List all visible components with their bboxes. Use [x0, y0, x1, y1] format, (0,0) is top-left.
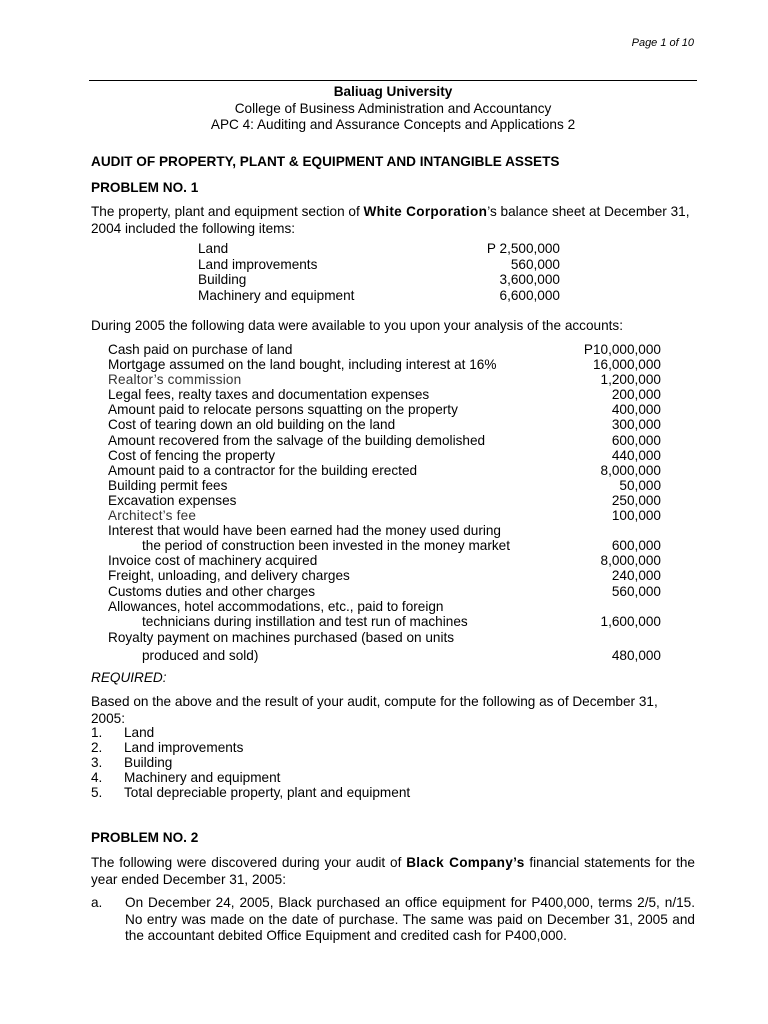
item-value: 1,200,000	[600, 372, 661, 388]
table-row	[108, 433, 661, 448]
list-item	[91, 755, 410, 770]
course-name: APC 4: Auditing and Assurance Concepts and Applications 2	[210, 117, 576, 132]
item-value: 240,000	[611, 568, 661, 584]
required-label: REQUIRED:	[91, 670, 167, 685]
list-item	[91, 740, 410, 755]
problem-2-intro	[91, 855, 695, 888]
list-item	[91, 770, 410, 785]
list-text: Total depreciable property, plant and equipment	[124, 785, 411, 801]
table-row	[108, 342, 661, 357]
item-value: 100,000	[611, 508, 661, 524]
item-letter: a.	[91, 895, 103, 910]
table-row	[108, 538, 661, 553]
table-row	[198, 272, 560, 288]
table-row	[198, 257, 560, 273]
table-row	[108, 584, 661, 599]
item-value: P10,000,000	[583, 342, 661, 357]
list-item	[91, 785, 410, 800]
problem-2-intro-pre: The following were discovered during your audit of	[91, 855, 407, 870]
required-intro: Based on the above and the result of your audit, compute for the following as of December 31, 2005:	[91, 694, 658, 726]
item-label: Mortgage assumed on the land bought, including interest at 16%	[108, 357, 497, 373]
list-text: Building	[124, 755, 173, 771]
problem-2-item-a	[91, 895, 695, 945]
item-label: Cost of tearing down an old building on the land	[108, 417, 396, 433]
table-row	[108, 647, 661, 665]
item-text: On December 24, 2005, Black purchased an office equipment for P400,000, terms 2/5, n/15. No entry was made on the date of purchase. The same was paid on December 31, 2005 and the accountant debited Office Equipment and credited cash for P400,000.	[125, 895, 695, 943]
item-value: 600,000	[611, 432, 661, 448]
item-label: Freight, unloading, and delivery charges	[108, 568, 350, 584]
table-row	[198, 241, 560, 257]
balance-label: Building	[198, 272, 247, 287]
item-label: Royalty payment on machines purchased (based on units	[108, 629, 455, 645]
balance-value: 3,600,000	[499, 272, 560, 287]
list-number: 5.	[91, 785, 103, 801]
item-value: 440,000	[611, 447, 661, 463]
table-row	[108, 599, 661, 614]
item-label: Amount paid to relocate persons squatting on the property	[108, 402, 458, 418]
list-text: Machinery and equipment	[124, 770, 281, 786]
problem-1-intro-post: ’s balance sheet at December 31, 2004 included the following items:	[91, 204, 690, 236]
item-value: 200,000	[611, 387, 661, 403]
company-name-black: Black Company’s	[406, 855, 525, 870]
college-name: College of Business Administration and Accountancy	[234, 100, 552, 116]
item-value: 50,000	[619, 477, 661, 493]
item-value: 400,000	[611, 402, 661, 418]
item-label: Building permit fees	[108, 477, 228, 493]
list-number: 1.	[91, 725, 103, 740]
table-row	[108, 629, 661, 647]
problem-1-heading: PROBLEM NO. 1	[91, 180, 199, 195]
balance-label: Land improvements	[198, 256, 318, 272]
list-text: Land	[124, 725, 155, 740]
item-label: Realtor’s commission	[108, 372, 242, 388]
item-value: 600,000	[611, 538, 661, 554]
university-name: Baliuag University	[333, 84, 453, 99]
list-item	[91, 725, 410, 740]
data-table	[108, 342, 661, 665]
table-row	[108, 357, 661, 372]
page-number: Page 1 of 10	[631, 37, 694, 49]
table-row	[108, 568, 661, 583]
item-label: Invoice cost of machinery acquired	[108, 553, 318, 569]
item-label: Interest that would have been earned had the money used during	[108, 523, 501, 539]
problem-1-intro	[91, 204, 695, 237]
item-value: 480,000	[611, 647, 661, 663]
list-number: 2.	[91, 740, 103, 756]
item-value: 300,000	[611, 417, 661, 433]
company-name-white: White Corporation	[363, 204, 488, 219]
document-title: AUDIT OF PROPERTY, PLANT & EQUIPMENT AND INTANGIBLE ASSETS	[91, 154, 560, 169]
table-row	[108, 493, 661, 508]
document-header	[89, 84, 697, 134]
item-label: technicians during instillation and test run of machines	[142, 613, 468, 629]
required-list	[91, 725, 410, 800]
table-row	[108, 387, 661, 402]
balance-table	[198, 241, 560, 303]
item-value: 8,000,000	[600, 462, 661, 478]
balance-label: Machinery and equipment	[198, 287, 355, 303]
item-label: produced and sold)	[142, 647, 259, 663]
table-row	[108, 523, 661, 538]
item-value: 1,600,000	[600, 613, 661, 629]
table-row	[108, 463, 661, 478]
item-value: 560,000	[611, 583, 661, 599]
item-value: 16,000,000	[592, 357, 661, 373]
item-value: 8,000,000	[600, 553, 661, 569]
table-row	[108, 402, 661, 417]
problem-2-heading: PROBLEM NO. 2	[91, 830, 199, 845]
problem-1-intro-pre: The property, plant and equipment section of	[91, 204, 364, 219]
balance-value: 6,600,000	[499, 287, 560, 303]
item-label: Legal fees, realty taxes and documentation expenses	[108, 387, 430, 403]
data-intro: During 2005 the following data were available to you upon your analysis of the accounts:	[91, 318, 624, 333]
item-label: Amount paid to a contractor for the building erected	[108, 462, 418, 478]
item-value: 250,000	[611, 492, 661, 508]
table-row	[108, 448, 661, 463]
balance-value: P 2,500,000	[486, 241, 560, 256]
item-label: Amount recovered from the salvage of the building demolished	[108, 432, 486, 448]
list-text: Land improvements	[124, 740, 244, 756]
item-label: Customs duties and other charges	[108, 583, 316, 599]
list-number: 4.	[91, 770, 103, 786]
problem-2-intro-post: financial statements for the year ended December 31, 2005:	[91, 855, 695, 887]
table-row	[108, 553, 661, 568]
item-label: Allowances, hotel accommodations, etc., paid to foreign	[108, 598, 444, 614]
balance-value: 560,000	[510, 256, 560, 272]
table-row	[108, 417, 661, 432]
table-row	[198, 288, 560, 304]
balance-label: Land	[198, 241, 229, 256]
table-row	[108, 614, 661, 629]
table-row	[108, 508, 661, 523]
table-row	[108, 372, 661, 387]
list-number: 3.	[91, 755, 103, 771]
item-label: Cash paid on purchase of land	[108, 342, 293, 357]
item-label: Cost of fencing the property	[108, 447, 275, 463]
item-label: the period of construction been invested in the money market	[142, 538, 511, 554]
table-row	[108, 478, 661, 493]
item-label: Architect’s fee	[108, 508, 197, 524]
item-label: Excavation expenses	[108, 492, 237, 508]
header-rule	[89, 80, 697, 81]
